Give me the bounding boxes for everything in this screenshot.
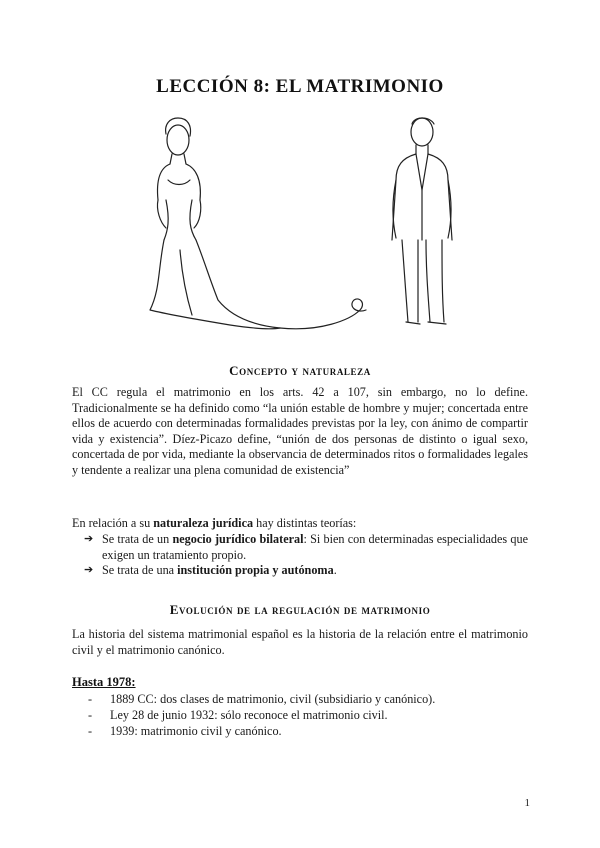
list-item	[84, 532, 528, 563]
hasta-1978-list	[88, 691, 528, 739]
list-item-text: Ley 28 de junio 1932: sólo reconoce el matrimonio civil.	[110, 708, 388, 722]
bullet-post: : Si bien con determinadas especialidades que exigen un tratamiento propio.	[102, 532, 528, 562]
groom-figure	[392, 118, 452, 324]
list-item	[84, 563, 528, 579]
list-item	[88, 691, 528, 707]
naturaleza-intro-pre: En relación a su	[72, 516, 154, 530]
dash-bullet-icon: -	[88, 708, 93, 722]
list-item	[88, 723, 528, 739]
bride-figure	[150, 118, 280, 329]
naturaleza-intro-post: hay distintas teorías:	[253, 516, 357, 530]
bullet-pre: Se trata de un	[102, 532, 173, 546]
section-heading-evolucion: Evolución de la regulación de matrimonio	[169, 602, 431, 617]
bullet-bold: institución propia y autónoma	[177, 563, 334, 577]
arrow-right-icon: ➔	[84, 564, 94, 576]
bullet-pre: Se trata de una	[102, 563, 178, 577]
bullet-bold: negocio jurídico bilateral	[172, 532, 304, 546]
arrow-right-icon: ➔	[84, 533, 94, 545]
naturaleza-intro	[72, 516, 528, 532]
list-item-text: 1939: matrimonio civil y canónico.	[110, 724, 282, 738]
dash-bullet-icon: -	[88, 724, 93, 738]
list-item	[88, 707, 528, 723]
naturaleza-list	[84, 532, 528, 579]
naturaleza-intro-bold: naturaleza jurídica	[153, 516, 254, 530]
bullet-post: .	[333, 563, 337, 577]
concepto-paragraph: El CC regula el matrimonio en los arts. 42 a 107, sin embargo, no lo define. Tradicionalmente se ha definido como “la unión estable de hombre y mujer; concertada entre ellos de acuerdo con determinadas formalidades previstas por la ley, con ánimo de compartir vida y existencia”. Díez-Picazo define, “unión de dos personas de distinto o igual sexo, concertada de por vida, mediante la observancia de determinados ritos o formalidades legales y tendente a realizar una plena comunidad de existencia”	[72, 385, 528, 477]
train-swirl	[280, 299, 366, 329]
section-heading-concepto: Concepto y naturaleza	[229, 363, 371, 378]
page-title: LECCIÓN 8: EL MATRIMONIO	[156, 76, 444, 97]
bride-groom-icon	[130, 110, 470, 340]
subheading-hasta-1978: Hasta 1978:	[72, 675, 136, 689]
dash-bullet-icon: -	[88, 692, 93, 706]
evolucion-paragraph: La historia del sistema matrimonial español es la historia de la relación entre el matrimonio civil y el matrimonio canónico.	[72, 627, 528, 657]
list-item-text: 1889 CC: dos clases de matrimonio, civil (subsidiario y canónico).	[110, 692, 436, 706]
page-number: 1	[524, 797, 530, 809]
